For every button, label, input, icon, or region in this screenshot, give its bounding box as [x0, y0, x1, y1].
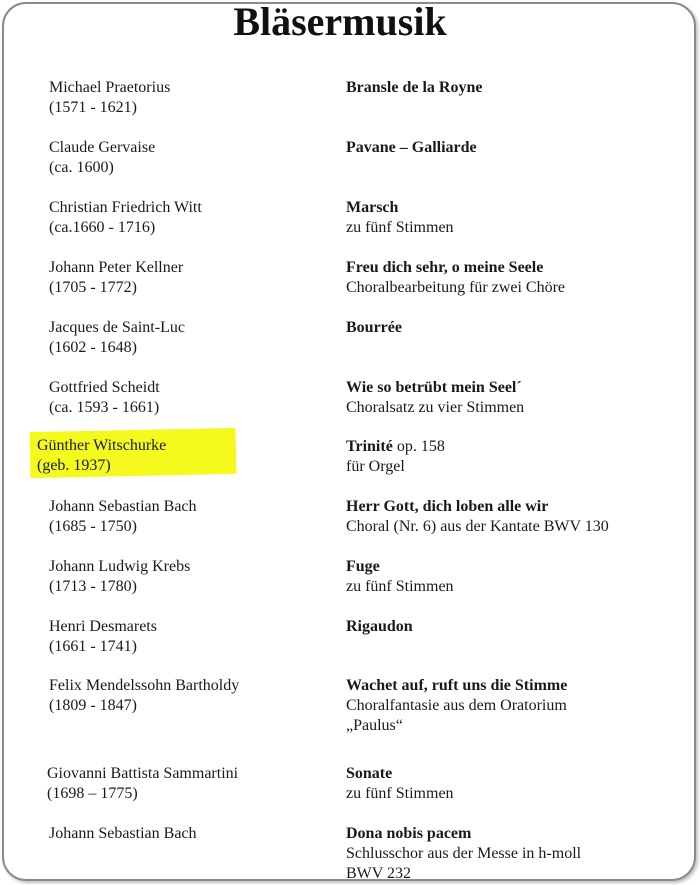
composer-dates: (ca. 1600): [49, 159, 114, 176]
composer-name: Günther Witschurke: [37, 437, 167, 454]
composer-name: Henri Desmarets: [49, 618, 157, 635]
piece-entry: [346, 318, 686, 338]
composer-name: Johann Sebastian Bach: [49, 825, 197, 842]
piece-detail: Choral (Nr. 6) aus der Kantate BWV 130: [346, 518, 609, 535]
piece-entry: [346, 378, 686, 418]
composer-dates: (1698 – 1775): [47, 785, 138, 802]
composer-name: Jacques de Saint-Luc: [49, 319, 185, 336]
composer-dates: (1602 - 1648): [49, 339, 137, 356]
piece-title-suffix: op. 158: [392, 438, 445, 455]
composer-entry: [49, 378, 329, 418]
composer-dates: (1571 - 1621): [49, 99, 137, 116]
composer-dates: (1705 - 1772): [49, 279, 137, 296]
composer-dates: (1685 - 1750): [49, 518, 137, 535]
composer-entry-highlighted: [37, 436, 317, 476]
piece-entry: [346, 764, 686, 804]
composer-entry: [49, 318, 329, 358]
composer-dates: (geb. 1937): [37, 457, 111, 474]
piece-detail: Choralfantasie aus dem Oratorium: [346, 697, 567, 714]
composer-entry: [49, 497, 329, 537]
piece-title: Wie so betrübt mein Seel´: [346, 379, 522, 396]
composer-entry: [49, 138, 329, 178]
piece-title: Fuge: [346, 558, 380, 575]
piece-title: Marsch: [346, 199, 399, 216]
composer-entry: [47, 764, 327, 804]
piece-detail: für Orgel: [346, 458, 405, 475]
piece-title: Sonate: [346, 765, 393, 782]
piece-title: Trinité: [346, 438, 393, 455]
piece-detail: zu fünf Stimmen: [346, 219, 454, 236]
piece-entry: [346, 617, 686, 637]
piece-detail-2: „Paulus“: [346, 717, 403, 734]
piece-title: Herr Gott, dich loben alle wir: [346, 498, 549, 515]
piece-title: Bransle de la Royne: [346, 79, 483, 96]
composer-entry: [49, 258, 329, 298]
composer-dates: (ca. 1593 - 1661): [49, 399, 160, 416]
piece-title: Freu dich sehr, o meine Seele: [346, 259, 544, 276]
composer-name: Michael Praetorius: [49, 79, 171, 96]
composer-dates: (ca.1660 - 1716): [49, 219, 156, 236]
composer-entry: [49, 676, 329, 716]
composer-dates: (1661 - 1741): [49, 638, 137, 655]
composer-entry: [49, 78, 329, 118]
piece-entry: [346, 824, 686, 884]
piece-detail: Choralbearbeitung für zwei Chöre: [346, 279, 566, 296]
composer-name: Christian Friedrich Witt: [49, 199, 202, 216]
piece-entry: [346, 557, 686, 597]
piece-detail: zu fünf Stimmen: [346, 578, 454, 595]
composer-name: Claude Gervaise: [49, 139, 156, 156]
piece-title: Dona nobis pacem: [346, 825, 472, 842]
piece-title: Bourrée: [346, 319, 402, 336]
piece-detail: zu fünf Stimmen: [346, 785, 454, 802]
composer-entry: [49, 824, 329, 844]
piece-title: Pavane – Galliarde: [346, 139, 477, 156]
piece-detail-2: BWV 232: [346, 865, 412, 882]
piece-entry: [346, 78, 686, 98]
composer-entry: [49, 198, 329, 238]
composer-dates: (1809 - 1847): [49, 697, 137, 714]
piece-detail: Schlusschor aus der Messe in h-moll: [346, 845, 582, 862]
piece-entry: [346, 676, 686, 736]
composer-name: Johann Sebastian Bach: [49, 498, 197, 515]
piece-entry: [346, 497, 686, 537]
composer-name: Felix Mendelssohn Bartholdy: [49, 677, 240, 694]
piece-entry: [346, 258, 686, 298]
piece-entry: [346, 198, 686, 238]
composer-name: Johann Peter Kellner: [49, 259, 184, 276]
composer-entry: [49, 617, 329, 657]
composer-dates: (1713 - 1780): [49, 578, 137, 595]
page-title: Bläsermusik: [233, 0, 447, 44]
piece-entry: [346, 437, 686, 477]
composer-entry: [49, 557, 329, 597]
piece-detail: Choralsatz zu vier Stimmen: [346, 399, 525, 416]
piece-entry: [346, 138, 686, 158]
composer-name: Gottfried Scheidt: [49, 379, 160, 396]
composer-name: Giovanni Battista Sammartini: [47, 765, 239, 782]
composer-name: Johann Ludwig Krebs: [49, 558, 191, 575]
piece-title: Rigaudon: [346, 618, 413, 635]
piece-title: Wachet auf, ruft uns die Stimme: [346, 677, 568, 694]
